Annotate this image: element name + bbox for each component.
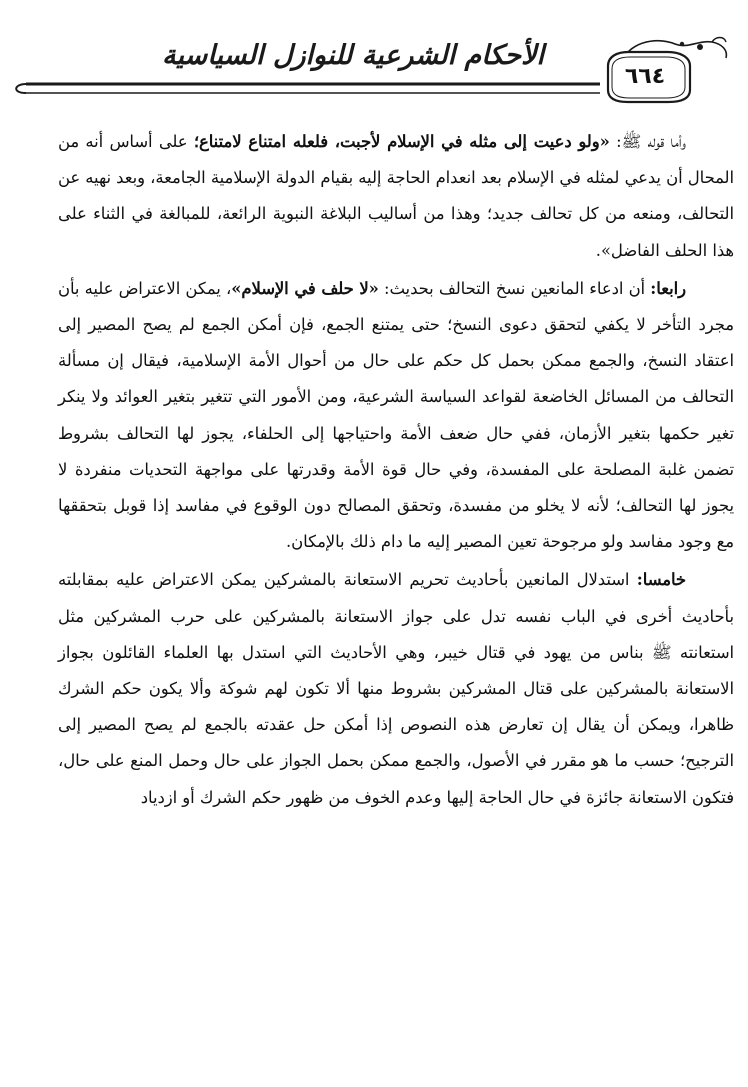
quote-intro: أن ادعاء المانعين نسخ التحالف بحديث: bbox=[378, 278, 651, 298]
hadith-quote: «لا حلف في الإسلام» bbox=[231, 278, 379, 298]
scroll-end-left bbox=[16, 84, 26, 93]
vine-curl bbox=[712, 38, 726, 43]
paragraph-text: ، يمكن الاعتراض عليه بأن مجرد التأخر لا يكفي لتحقق دعوى النسخ؛ حتى يمتنع الجمع، فإن أمكن الجمع لم يصح المصير إلى اعتقاد النسخ، والجمع ممكن بحمل كل حكم على حال من أحوال الأمة الإسلامية، فيقال إن مسألة التحالف من المسائل الخاضعة لقواعد السياسة الشرعية، ومن الأمور التي تتغير بتغير العوائد ولا ينكر تغير حكمها بتغير الأزمان، ففي حال ضعف الأمة واحتياجها إلى الحلفاء، يجوز لها التحالف بشروط تضمن غلبة المصلحة على المفسدة، وفي حال قوة الأمة وقدرتها على مواجهة التحديات منفردة لا يجوز لها التحالف؛ لأنه لا يخلو من مفسدة، وتحقق المصالح دون الوقوع في مفاسد إذا قوبل بتحققها مع وجود مفاسد ولو مرجوحة تعين المصير إليه ما دام ذلك بالإمكان. bbox=[58, 278, 734, 552]
paragraph-lead: رابعا: bbox=[650, 278, 686, 298]
paragraph-text: استدلال المانعين بأحاديث تحريم الاستعانة بالمشركين يمكن الاعتراض عليه بمقابلته بأحاديث أخرى في الباب نفسه تدل على جواز الاستعانة بالمشركين على حرب المشركين مثل استعانته ﷺ بناس من يهود في قتال خيبر، وهي الأحاديث التي استدل بها العلماء القائلون بجواز الاستعانة بالمشركين على قتال المشركين بشروط منها ألا تكون لهم شوكة وألا يكون حكم الشرك ظاهرا، ويمكن أن يقال إن تعارض هذه النصوص إذا أمكن حل عقدته بالجمع لم يصح المصير إلى الترجيح؛ حسب ما هو مقرر في الأصول، والجمع ممكن بحمل الجواز على حال وحمل المنع على حال، فتكون الاستعانة جائزة في حال الحاجة إليها وعدم الخوف من ظهور حكم الشرك أو ازدياد bbox=[58, 570, 734, 807]
paragraph-1 bbox=[58, 124, 734, 269]
page-number: ٦٦٤ bbox=[624, 64, 666, 89]
page-body bbox=[58, 120, 734, 818]
vine-bud-small bbox=[680, 42, 684, 46]
paragraph-lead: خامسا: bbox=[636, 570, 686, 590]
paragraph-text: على أساس أنه من المحال أن يدعي لمثله في الإسلام بعد انعدام الحاجة إليه بقيام الدولة الإسلامية الجامعة، وبعد نهيه عن التحالف، ومنعه من كل تحالف جديد؛ وهذا من أساليب البلاغة النبوية الرائعة، للمبالغة في الثناء على هذا الحلف الفاضل». bbox=[58, 132, 734, 260]
vine-ornament bbox=[628, 41, 726, 58]
running-header-title: الأحكام الشرعية للنوازل السياسية bbox=[162, 40, 544, 71]
vine-bud bbox=[697, 44, 703, 50]
page-header bbox=[0, 0, 748, 110]
paragraph-3 bbox=[58, 562, 734, 815]
hadith-quote: «ولو دعيت إلى مثله في الإسلام لأجبت، فلعله امتناع لامتناع؛ bbox=[193, 132, 610, 151]
paragraph-2 bbox=[58, 271, 734, 561]
quote-intro: وأما قوله ﷺ: bbox=[609, 132, 686, 151]
